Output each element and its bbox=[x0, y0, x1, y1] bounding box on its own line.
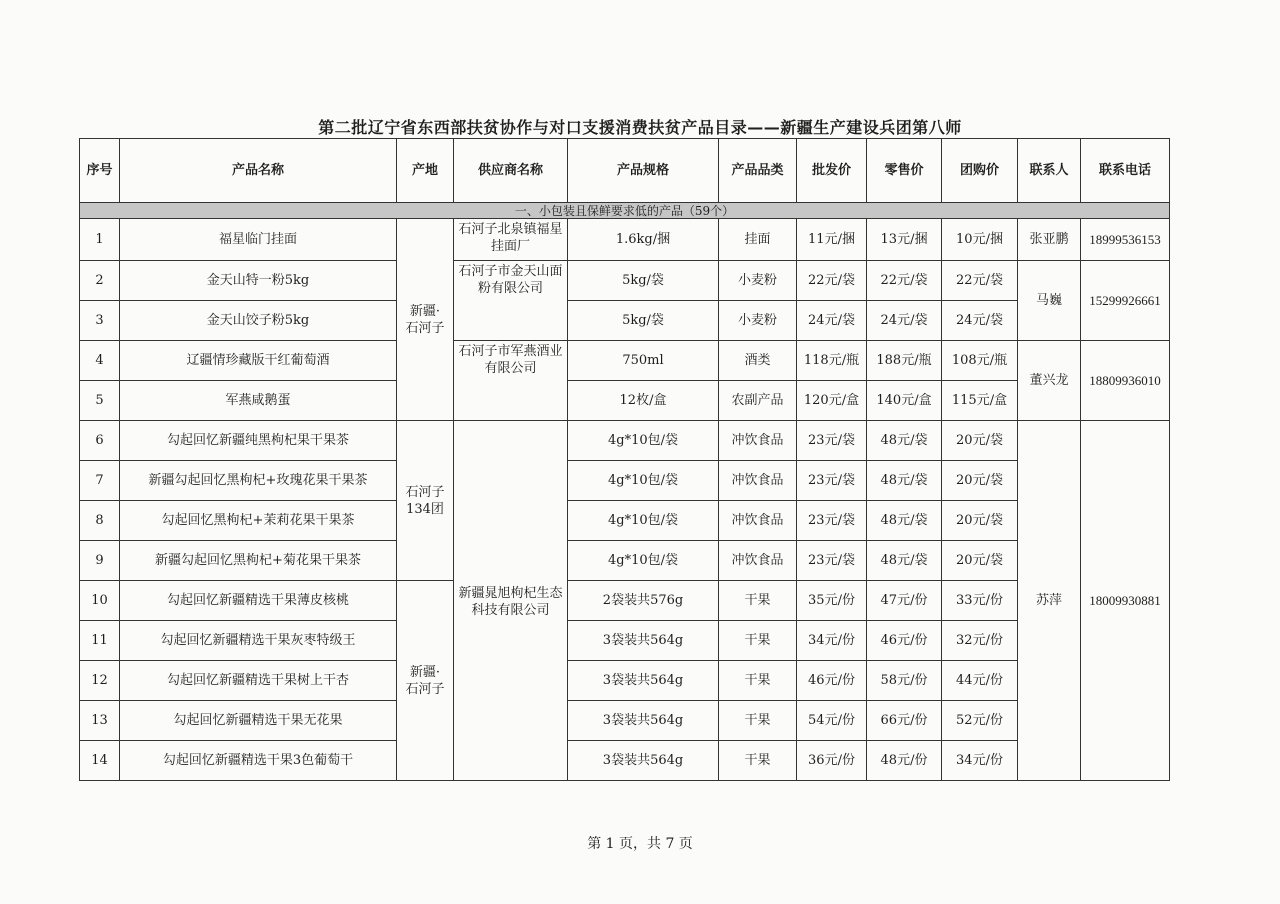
table-row bbox=[80, 701, 1170, 741]
row-wholesale: 23元/袋 bbox=[797, 421, 867, 461]
row-category: 干果 bbox=[719, 741, 797, 781]
table-row bbox=[80, 621, 1170, 661]
row-group: 20元/袋 bbox=[942, 461, 1018, 501]
row-product-name: 勾起回忆新疆纯黑枸杞果干果茶 bbox=[120, 421, 397, 461]
row-category: 冲饮食品 bbox=[719, 461, 797, 501]
row-phone: 18009930881 bbox=[1081, 421, 1170, 781]
header-no: 序号 bbox=[80, 139, 120, 203]
row-retail: 22元/袋 bbox=[867, 261, 942, 301]
row-spec: 4g*10包/袋 bbox=[568, 541, 719, 581]
row-retail: 48元/袋 bbox=[867, 541, 942, 581]
row-no: 2 bbox=[80, 261, 120, 301]
row-wholesale: 118元/瓶 bbox=[797, 341, 867, 381]
row-contact: 张亚鹏 bbox=[1018, 219, 1081, 261]
table-row bbox=[80, 381, 1170, 421]
table-row bbox=[80, 461, 1170, 501]
row-group: 10元/捆 bbox=[942, 219, 1018, 261]
header-spec: 产品规格 bbox=[568, 139, 719, 203]
row-category: 冲饮食品 bbox=[719, 421, 797, 461]
row-retail: 48元/袋 bbox=[867, 501, 942, 541]
row-group: 32元/份 bbox=[942, 621, 1018, 661]
row-no: 14 bbox=[80, 741, 120, 781]
row-no: 3 bbox=[80, 301, 120, 341]
row-group: 115元/盒 bbox=[942, 381, 1018, 421]
row-no: 7 bbox=[80, 461, 120, 501]
row-origin: 新疆· 石河子 bbox=[397, 581, 454, 781]
row-wholesale: 23元/袋 bbox=[797, 461, 867, 501]
row-wholesale: 120元/盒 bbox=[797, 381, 867, 421]
table-row bbox=[80, 741, 1170, 781]
table-row bbox=[80, 581, 1170, 621]
row-spec: 750ml bbox=[568, 341, 719, 381]
section-title: 一、小包装且保鲜要求低的产品（59个） bbox=[80, 203, 1170, 219]
row-wholesale: 11元/捆 bbox=[797, 219, 867, 261]
row-spec: 4g*10包/袋 bbox=[568, 421, 719, 461]
row-retail: 24元/袋 bbox=[867, 301, 942, 341]
row-group: 22元/袋 bbox=[942, 261, 1018, 301]
row-wholesale: 35元/份 bbox=[797, 581, 867, 621]
row-retail: 47元/份 bbox=[867, 581, 942, 621]
header-category: 产品品类 bbox=[719, 139, 797, 203]
row-retail: 48元/袋 bbox=[867, 421, 942, 461]
row-group: 33元/份 bbox=[942, 581, 1018, 621]
row-product-name: 辽疆情珍藏版干红葡萄酒 bbox=[120, 341, 397, 381]
row-wholesale: 23元/袋 bbox=[797, 541, 867, 581]
row-product-name: 勾起回忆新疆精选干果灰枣特级王 bbox=[120, 621, 397, 661]
row-group: 24元/袋 bbox=[942, 301, 1018, 341]
row-spec: 5kg/袋 bbox=[568, 261, 719, 301]
row-phone: 15299926661 bbox=[1081, 261, 1170, 341]
table-row bbox=[80, 541, 1170, 581]
row-no: 1 bbox=[80, 219, 120, 261]
document-title: 第二批辽宁省东西部扶贫协作与对口支援消费扶贫产品目录——新疆生产建设兵团第八师 bbox=[318, 118, 962, 137]
row-origin: 新疆· 石河子 bbox=[397, 219, 454, 421]
row-product-name: 金天山饺子粉5kg bbox=[120, 301, 397, 341]
row-retail: 66元/份 bbox=[867, 701, 942, 741]
row-spec: 3袋装共564g bbox=[568, 741, 719, 781]
row-category: 干果 bbox=[719, 701, 797, 741]
table-row bbox=[80, 661, 1170, 701]
row-retail: 188元/瓶 bbox=[867, 341, 942, 381]
row-supplier: 石河子市金天山面粉有限公司 bbox=[454, 261, 568, 341]
header-row bbox=[80, 139, 1170, 203]
header-wholesale: 批发价 bbox=[797, 139, 867, 203]
row-no: 9 bbox=[80, 541, 120, 581]
row-supplier: 石河子市军燕酒业有限公司 bbox=[454, 341, 568, 421]
row-category: 冲饮食品 bbox=[719, 501, 797, 541]
row-group: 20元/袋 bbox=[942, 421, 1018, 461]
row-retail: 46元/份 bbox=[867, 621, 942, 661]
header-contact: 联系人 bbox=[1018, 139, 1081, 203]
row-product-name: 勾起回忆新疆精选干果无花果 bbox=[120, 701, 397, 741]
row-category: 酒类 bbox=[719, 341, 797, 381]
row-wholesale: 34元/份 bbox=[797, 621, 867, 661]
row-wholesale: 23元/袋 bbox=[797, 501, 867, 541]
row-product-name: 勾起回忆新疆精选干果薄皮核桃 bbox=[120, 581, 397, 621]
row-wholesale: 24元/袋 bbox=[797, 301, 867, 341]
row-no: 11 bbox=[80, 621, 120, 661]
row-product-name: 勾起回忆新疆精选干果树上干杏 bbox=[120, 661, 397, 701]
row-phone: 18999536153 bbox=[1081, 219, 1170, 261]
row-no: 6 bbox=[80, 421, 120, 461]
row-wholesale: 54元/份 bbox=[797, 701, 867, 741]
row-spec: 1.6kg/捆 bbox=[568, 219, 719, 261]
table-row bbox=[80, 341, 1170, 381]
page-footer: 第 1 页，共 7 页 bbox=[587, 836, 693, 852]
row-spec: 4g*10包/袋 bbox=[568, 461, 719, 501]
row-wholesale: 46元/份 bbox=[797, 661, 867, 701]
row-spec: 3袋装共564g bbox=[568, 621, 719, 661]
row-spec: 4g*10包/袋 bbox=[568, 501, 719, 541]
header-origin: 产地 bbox=[397, 139, 454, 203]
row-contact: 苏萍 bbox=[1018, 421, 1081, 781]
row-phone: 18809936010 bbox=[1081, 341, 1170, 421]
header-supplier: 供应商名称 bbox=[454, 139, 568, 203]
row-retail: 48元/份 bbox=[867, 741, 942, 781]
table-row bbox=[80, 301, 1170, 341]
row-contact: 董兴龙 bbox=[1018, 341, 1081, 421]
row-no: 10 bbox=[80, 581, 120, 621]
row-supplier: 新疆晁旭枸杞生态科技有限公司 bbox=[454, 421, 568, 781]
row-spec: 3袋装共564g bbox=[568, 661, 719, 701]
table-row bbox=[80, 219, 1170, 261]
row-product-name: 福星临门挂面 bbox=[120, 219, 397, 261]
row-supplier: 石河子北泉镇福星挂面厂 bbox=[454, 219, 568, 261]
row-origin: 石河子 134团 bbox=[397, 421, 454, 581]
row-retail: 140元/盒 bbox=[867, 381, 942, 421]
header-retail: 零售价 bbox=[867, 139, 942, 203]
row-group: 20元/袋 bbox=[942, 501, 1018, 541]
section-row bbox=[80, 203, 1170, 219]
row-contact: 马巍 bbox=[1018, 261, 1081, 341]
header-group: 团购价 bbox=[942, 139, 1018, 203]
header-name: 产品名称 bbox=[120, 139, 397, 203]
row-group: 52元/份 bbox=[942, 701, 1018, 741]
row-category: 小麦粉 bbox=[719, 301, 797, 341]
row-no: 4 bbox=[80, 341, 120, 381]
row-product-name: 勾起回忆新疆精选干果3色葡萄干 bbox=[120, 741, 397, 781]
row-category: 干果 bbox=[719, 621, 797, 661]
row-retail: 13元/捆 bbox=[867, 219, 942, 261]
row-product-name: 勾起回忆黑枸杞+茉莉花果干果茶 bbox=[120, 501, 397, 541]
row-group: 108元/瓶 bbox=[942, 341, 1018, 381]
row-group: 44元/份 bbox=[942, 661, 1018, 701]
row-product-name: 军燕咸鹅蛋 bbox=[120, 381, 397, 421]
row-category: 挂面 bbox=[719, 219, 797, 261]
row-category: 农副产品 bbox=[719, 381, 797, 421]
row-spec: 2袋装共576g bbox=[568, 581, 719, 621]
row-spec: 5kg/袋 bbox=[568, 301, 719, 341]
row-no: 12 bbox=[80, 661, 120, 701]
row-no: 5 bbox=[80, 381, 120, 421]
row-product-name: 新疆勾起回忆黑枸杞+玫瑰花果干果茶 bbox=[120, 461, 397, 501]
product-table bbox=[79, 138, 1170, 781]
row-spec: 12枚/盒 bbox=[568, 381, 719, 421]
row-category: 干果 bbox=[719, 581, 797, 621]
row-product-name: 新疆勾起回忆黑枸杞+菊花果干果茶 bbox=[120, 541, 397, 581]
row-wholesale: 22元/袋 bbox=[797, 261, 867, 301]
row-no: 8 bbox=[80, 501, 120, 541]
row-no: 13 bbox=[80, 701, 120, 741]
header-phone: 联系电话 bbox=[1081, 139, 1170, 203]
row-wholesale: 36元/份 bbox=[797, 741, 867, 781]
row-category: 干果 bbox=[719, 661, 797, 701]
row-group: 20元/袋 bbox=[942, 541, 1018, 581]
table-row bbox=[80, 501, 1170, 541]
table-row bbox=[80, 421, 1170, 461]
row-product-name: 金天山特一粉5kg bbox=[120, 261, 397, 301]
row-retail: 58元/份 bbox=[867, 661, 942, 701]
row-group: 34元/份 bbox=[942, 741, 1018, 781]
table-row bbox=[80, 261, 1170, 301]
row-category: 冲饮食品 bbox=[719, 541, 797, 581]
row-spec: 3袋装共564g bbox=[568, 701, 719, 741]
row-category: 小麦粉 bbox=[719, 261, 797, 301]
row-retail: 48元/袋 bbox=[867, 461, 942, 501]
